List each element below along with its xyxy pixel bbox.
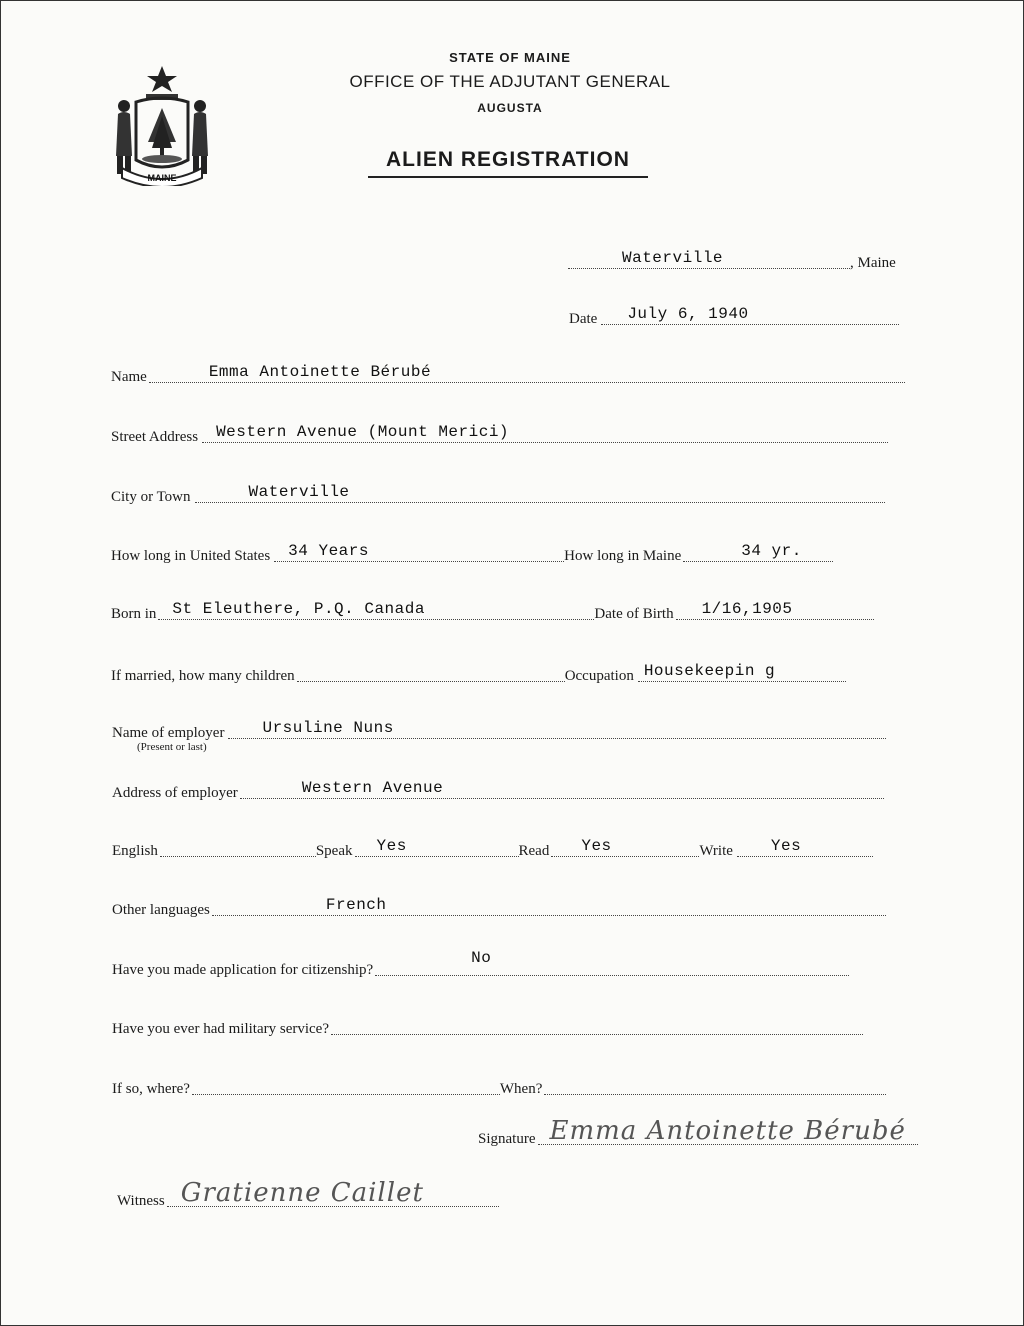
city-field[interactable] bbox=[195, 484, 885, 503]
children-field[interactable] bbox=[297, 663, 565, 682]
us-duration-field[interactable] bbox=[274, 543, 564, 562]
duration-row bbox=[111, 541, 833, 565]
maine-duration-value: 34 yr. bbox=[741, 542, 802, 560]
maine-duration-label: How long in Maine bbox=[564, 548, 682, 564]
employer-address-label: Address of employer bbox=[112, 785, 238, 801]
write-label: Write bbox=[699, 843, 733, 859]
born-field[interactable] bbox=[158, 601, 594, 620]
signature-row bbox=[478, 1116, 918, 1148]
write-value: Yes bbox=[770, 837, 802, 855]
children-label: If married, how many children bbox=[111, 668, 295, 684]
other-languages-value: French bbox=[325, 896, 387, 914]
when-field[interactable] bbox=[544, 1076, 886, 1095]
name-row bbox=[111, 362, 905, 386]
place-value: Waterville bbox=[622, 249, 724, 267]
speak-value: Yes bbox=[376, 837, 407, 855]
english-label: English bbox=[112, 843, 158, 859]
children-row bbox=[111, 661, 846, 685]
other-languages-row bbox=[112, 895, 886, 919]
occupation-value: Housekeepin g bbox=[643, 662, 776, 680]
dob-value: 1/16,1905 bbox=[701, 600, 793, 618]
street-value: Western Avenue (Mount Merici) bbox=[216, 423, 510, 441]
citizenship-field[interactable] bbox=[375, 949, 849, 976]
military-row bbox=[112, 1014, 863, 1038]
place-row bbox=[568, 248, 896, 272]
city-value: Waterville bbox=[248, 483, 350, 501]
employer-address-field[interactable] bbox=[240, 780, 884, 799]
write-field[interactable] bbox=[737, 838, 873, 857]
street-row bbox=[111, 422, 888, 446]
occupation-field[interactable] bbox=[638, 663, 846, 682]
where-field[interactable] bbox=[192, 1076, 500, 1095]
speak-label: Speak bbox=[315, 843, 353, 859]
employer-label: Name of employer bbox=[112, 725, 225, 741]
military-field[interactable] bbox=[331, 1016, 863, 1035]
dob-label: Date of Birth bbox=[594, 606, 674, 622]
seal-ribbon-text: MAINE bbox=[147, 173, 177, 183]
us-duration-label: How long in United States bbox=[111, 548, 271, 564]
date-field[interactable] bbox=[601, 306, 899, 325]
maine-duration-field[interactable] bbox=[683, 543, 833, 562]
witness-row bbox=[117, 1178, 499, 1210]
when-label: When? bbox=[499, 1081, 543, 1097]
city-label: City or Town bbox=[111, 489, 191, 505]
read-value: Yes bbox=[581, 837, 612, 855]
citizenship-row bbox=[112, 949, 849, 979]
english-field[interactable] bbox=[160, 838, 316, 857]
where-row bbox=[112, 1074, 886, 1098]
form-title: ALIEN REGISTRATION bbox=[368, 148, 648, 178]
born-row bbox=[111, 599, 874, 623]
occupation-label: Occupation bbox=[564, 668, 634, 684]
header-city: AUGUSTA bbox=[477, 101, 543, 115]
citizenship-label: Have you made application for citizenship? bbox=[112, 962, 374, 978]
street-field[interactable] bbox=[202, 424, 888, 443]
header-office: OFFICE OF THE ADJUTANT GENERAL bbox=[349, 72, 671, 91]
header-state: STATE OF MAINE bbox=[449, 50, 571, 65]
born-value: St Eleuthere, P.Q. Canada bbox=[172, 600, 425, 618]
read-field[interactable] bbox=[551, 838, 699, 857]
witness-field[interactable] bbox=[167, 1178, 499, 1208]
date-row bbox=[569, 304, 899, 328]
date-value: July 6, 1940 bbox=[627, 305, 749, 323]
speak-field[interactable] bbox=[355, 838, 519, 857]
dob-field[interactable] bbox=[676, 601, 874, 620]
other-languages-field[interactable] bbox=[212, 897, 886, 916]
signature-value: Emma Antoinette Bérubé bbox=[549, 1116, 906, 1146]
read-label: Read bbox=[518, 843, 550, 859]
us-duration-value: 34 Years bbox=[288, 542, 369, 560]
employer-row bbox=[112, 718, 886, 742]
employer-value: Ursuline Nuns bbox=[262, 719, 394, 737]
place-suffix: , Maine bbox=[850, 255, 896, 271]
city-row bbox=[111, 482, 885, 506]
name-label: Name bbox=[111, 369, 147, 385]
state-seal-icon bbox=[108, 64, 216, 186]
employer-address-row bbox=[112, 778, 884, 802]
witness-label: Witness bbox=[117, 1193, 165, 1209]
date-label: Date bbox=[569, 311, 598, 327]
employer-sublabel: (Present or last) bbox=[137, 741, 207, 753]
street-label: Street Address bbox=[111, 429, 199, 445]
citizenship-value: No bbox=[471, 949, 492, 967]
name-field[interactable] bbox=[149, 364, 905, 383]
signature-label: Signature bbox=[478, 1131, 536, 1147]
place-field[interactable] bbox=[568, 250, 850, 269]
employer-field[interactable] bbox=[228, 720, 886, 739]
other-languages-label: Other languages bbox=[112, 902, 210, 918]
employer-address-value: Western Avenue bbox=[301, 779, 444, 797]
military-label: Have you ever had military service? bbox=[112, 1021, 329, 1037]
signature-field[interactable] bbox=[538, 1116, 918, 1146]
english-row bbox=[112, 836, 873, 860]
born-label: Born in bbox=[111, 606, 157, 622]
witness-value: Gratienne Caillet bbox=[180, 1178, 424, 1208]
where-label: If so, where? bbox=[112, 1081, 190, 1097]
name-value: Emma Antoinette Bérubé bbox=[208, 363, 432, 381]
